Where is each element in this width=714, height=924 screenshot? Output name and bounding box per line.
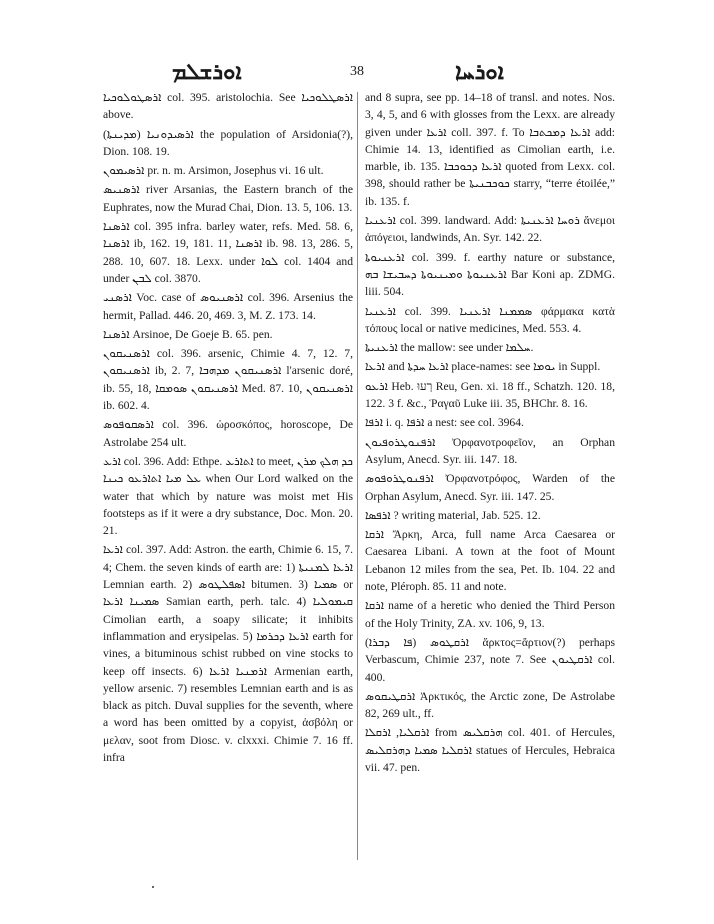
dictionary-entry: ܐܪܣܢܝܣ river Arsanias, the Eastern branch of the Euphrates, now the Murad Chai, Dion. 13. 5, 106. 13. bbox=[103, 183, 353, 214]
dictionary-entry: ܐܪܦܢܘܛܪܘܦܘܣ Ὀρφανοτρόφος, Warden of the Orphan Asylum, Anecd. Syr. iii. 147. 25. bbox=[365, 472, 615, 503]
dictionary-entry: ܐܪܥܢܝܘܬܐ col. 399. f. earthy nature or substance, ܐܪܥܢܝܘܬܐ ܘܡܝܢܝܘܬܐ ܕܚܒܝܫܐ ܒܗ Bar Koni ap. ZDMG. liii. 504. bbox=[365, 250, 615, 299]
page-number: 38 bbox=[350, 64, 364, 79]
dictionary-entry: ܐܪܥܘ Heb. רְעוּ Reu, Gen. xi. 18 ff., Schatzh. 120. 18, 122. 3 f. &c., Ῥαγαῦ Luke iii. 35, BHChr. 8. 16. bbox=[365, 379, 615, 411]
dictionary-entry: ܐܪܥܢܝܐ col. 399. ܣܡܡܢܐ ܐܪܥܢܝܐ φάρμακα κατὰ τόπους local or native medicines, Med. 553. 4. bbox=[365, 304, 615, 335]
dictionary-entry: ܐܪܩܛܘܣ (ܦܐ ܕܒܪܐ) ἄρκτος=ἄρτιον(?) perhaps Verbascum, Chimie 237, note 7. See ܐܪܩܛܝܘܢ col. 400. bbox=[365, 635, 615, 684]
dictionary-entry: ܐܪܣܛܘܠܘܟܝܐ col. 395. aristolochia. See ܐܪܣܛܠܘܟܝܐ above. bbox=[103, 91, 353, 122]
left-column bbox=[103, 89, 353, 768]
dictionary-entry: ܐܪܥܢܝܬܐ the mallow: see under ܚܠܡܐ. bbox=[365, 341, 534, 355]
dictionary-entry: ܐܪܩܐ Ἄρκη, Arca, full name Arca Caesarea or Caesarea Libani. A town at the foot of Mount Lebanon 12 miles from the sea, Pet. Ib. 104. 22 and note, Pléroph. 85. 11 and note. bbox=[365, 528, 615, 594]
dictionary-entry: ܐܪܣܢܝ Voc. case of ܐܪܣܢܝܘܣ col. 396. Arsenius the hermit, Pallad. 446. 20, 469. 3, M. Z. 173. 14. bbox=[103, 291, 354, 322]
dictionary-entry: ܐܪܥܐ and ܐܪܥܐ ܚܕܬܐ place-names: see ܝܘܡܐ in Suppl. bbox=[365, 360, 601, 374]
dictionary-entry: ܐܪܦܣܐ ? writing material, Jab. 525. 12. bbox=[365, 508, 541, 522]
print-speck bbox=[152, 886, 154, 888]
dictionary-entry: ܐܪܥܐ col. 397. Add: Astron. the earth, Chimie 6. 15, 7. 4; Chem. the seven kinds of earth are: 1) ܐܪܥܐ ܠܡܢܝܬܐ Lemnian earth. 2) ܐܣܦܠܛܘܣ bitumen. 3) ܣܡܝܐ or ܣܡܝܢܐ ܐܪܥܐ Samian earth, perh. talc. 4) ܩܝܡܘܠܝܐ Cimolian earth, a soapy silicate; it inhibits inflammation and erysipelas. 5) ܐܪܥܐ ܕܟܪܡܐ earth for vines, a bituminous schist rubbed on vine stocks to keep off insects. 6) ܐܪܡܢܝܐ ܐܪܥܐ Armenian earth, yellow arsenic. 7) resembles Lemnian earth and is as black as pitch. Duval supplies for the seventh, where a word has been omitted by a copyist, ἀσβόλη or μελαν, soot from Diosc. v. clxxxi. Chimie 7. 16 ff. infra bbox=[103, 543, 354, 764]
page-header bbox=[0, 60, 714, 84]
dictionary-entry: ܐܪܣܝܕܘܢܝܐ (ܡܕܝܢܬܐ) the population of Arsidonia(?), Dion. 108. 19. bbox=[103, 127, 354, 158]
dictionary-entry: ܐܪܣܢܝܩܘܢ col. 396. arsenic, Chimie 4. 7, 12. 7, ܐܪܣܢܝܩܘܢ ib, 2. 7, ܐܪܣܢܝܩܘܢ ܡܕܗܒܐ l'arsenic doré, ib. 55, 18, ܐܪܣܢܝܩܘܢ ܣܘܡܩܐ Med. 87. 10, ܐܪܣܢܝܩܘܢ ib. 602. 4. bbox=[103, 347, 354, 413]
right-column bbox=[365, 89, 615, 778]
dictionary-entry: and 8 supra, see pp. 14–18 of transl. and notes. Nos. 3, 4, 5, and 6 with glosses from the Lexx. are already given under ܐܪܥܐ coll. 397. f. To ܐܪܥܐ ܕܡܟܬܒܐ add: Chimie 14. 13, identified as Cimolian earth, i.e. marble, ib. 135. ܐܪܥܐ ܕܟܘܟܒܐ quoted from Lexx. col. 398, should rather be ܟܘܟܒܢܝܬܐ starry, “terre étoilée,” ib. 135. f. bbox=[365, 91, 616, 208]
dictionary-entry: ܐܪܥ col. 396. Add: Ethpe. ܐܬܐܪܥ to meet, ܟܕ ܗܠܟ ܡܪܢ ܥܠ ܡܝܐ ܐܬܐܪܥܘ ܟܝܢܐ when Our Lord walked on the water that which by nature was moist met His footsteps as if it were a dry substance, Doc. Mon. 20. 21. bbox=[103, 454, 353, 538]
dictionary-entry: ܐܪܣܢܐ Arsinoe, De Goeje B. 65. pen. bbox=[103, 327, 273, 341]
running-head-left: ܐܘܪܫܠܡ bbox=[172, 60, 242, 85]
dictionary-entry: ܐܪܥܢܝܐ col. 399. landward. Add: ܪܘܚܐ ܐܪܥܢܝܬܐ ἄνεμοι ἀπόγειοι, landwinds, An. Syr. 142. 22. bbox=[365, 214, 615, 245]
column-divider bbox=[357, 92, 358, 860]
running-head-right: ܐܘܪܚܐ bbox=[455, 60, 504, 85]
dictionary-entry: ܐܪܣܩܘܦܘܣ col. 396. ὡροσκόπος, horoscope, De Astrolabe 254 ult. bbox=[103, 418, 353, 449]
dictionary-entry: ܐܪܩܐ name of a heretic who denied the Third Person of the Holy Trinity, ZA. xv. 106, 9, 13. bbox=[365, 599, 615, 630]
dictionary-entry: ܐܪܦܐ i. q. ܐܪܦܐ a nest: see col. 3964. bbox=[365, 416, 524, 430]
dictionary-entry: ܐܪܩܠܝܐ, ܐܪܩܠܐ from ܗܪܩܠܝܣ col. 401. of Hercules, ܐܪܩܠܝܐ ܣܡܝܐ ܕܗܪܩܠܝܣ statues of Hercules, Hebraica vii. 47. pen. bbox=[365, 726, 616, 774]
dictionary-entry: ܐܪܣܝܡܘܢ pr. n. m. Arsimon, Josephus vi. 16 ult. bbox=[103, 164, 324, 178]
dictionary-entry: ܐܪܦܢܘܛܪܘܦܝܘܢ Ὀρφανοτροφεῖον, an Orphan Asylum, Anecd. Syr. iii. 147. 18. bbox=[365, 435, 615, 466]
dictionary-entry: ܐܪܣܢܐ col. 395 infra. barley water, refs. Med. 58. 6, ܐܪܣܢܐ ib, 162. 19, 181. 11, ܐܪܣܢܐ ib. 98. 13, 286. 5, 288. 10, 607. 18. Lexx. under ܠܘܐ col. 1404 and under ܠܒܢ col. 3870. bbox=[103, 220, 353, 285]
dictionary-entry: ܐܪܩܛܝܩܘܣ Ἀρκτικός, the Arctic zone, De Astrolabe 82, 269 ult., ff. bbox=[365, 689, 615, 721]
